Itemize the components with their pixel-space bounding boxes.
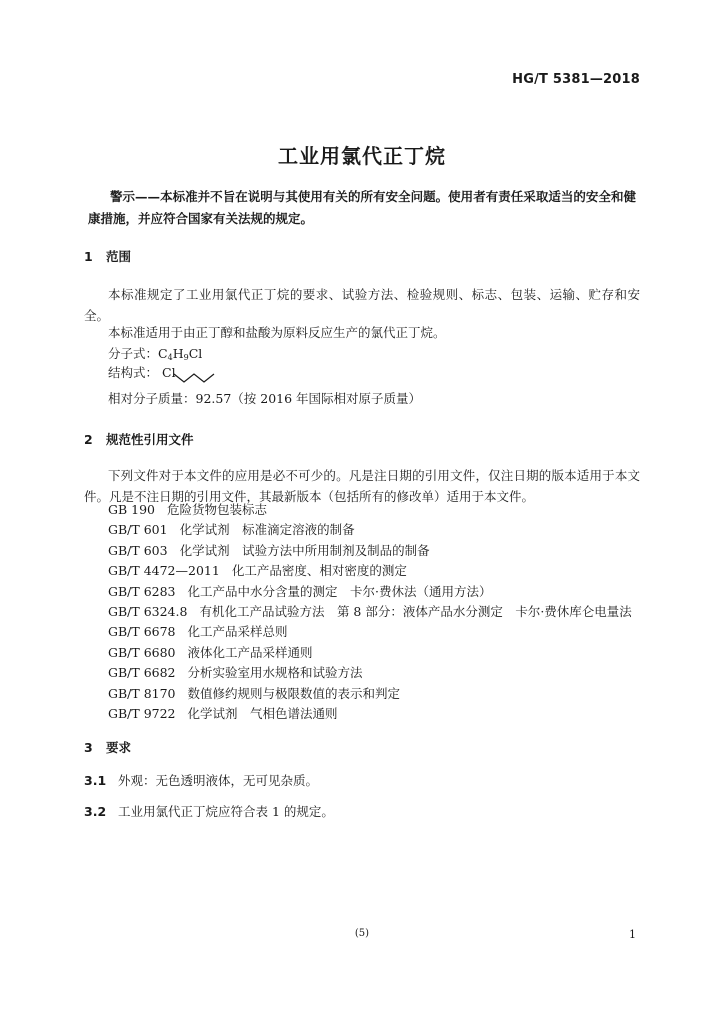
reference-item: [108, 500, 632, 520]
reference-item: [108, 541, 632, 561]
reference-title: 数值修约规则与极限数值的表示和判定: [187, 685, 401, 701]
reference-item: [108, 520, 632, 540]
reference-title: 化学试剂 标准滴定溶液的制备: [179, 522, 355, 538]
formula-c: C: [158, 346, 168, 361]
section-title: 范围: [106, 249, 132, 264]
reference-code: GB/T 8170: [108, 685, 176, 701]
reference-title: 分析实验室用水规格和试验方法: [187, 665, 363, 681]
section-number: 1: [84, 249, 93, 264]
section-2-heading: [84, 430, 194, 448]
footer-page-marker: (5): [354, 928, 370, 939]
section-number: 2: [84, 432, 93, 447]
reference-code: GB/T 4472—2011: [108, 563, 220, 579]
section-number: 3: [84, 740, 93, 755]
document-title: 工业用氯代正丁烷: [278, 144, 446, 168]
reference-title: 化工产品采样总则: [187, 624, 288, 640]
structure-label: 结构式：: [108, 365, 159, 380]
references-intro: 下列文件对于本文件的应用是必不可少的。凡是注日期的引用文件，仅注日期的版本适用于本文件。凡是不注日期的引用文件，其最新版本（包括所有的修改单）适用于本文件。: [84, 468, 640, 504]
item-text: 工业用氯代正丁烷应符合表 1 的规定。: [118, 804, 334, 819]
formula-label: 分子式：: [108, 346, 159, 361]
structure-cl: Cl: [162, 365, 176, 380]
formula-cl: Cl: [188, 346, 203, 361]
reference-code: GB 190: [108, 502, 156, 517]
item-number: 3.1: [84, 773, 107, 788]
section-title: 规范性引用文件: [106, 432, 194, 447]
reference-title: 有机化工产品试验方法 第 8 部分：液体产品水分测定 卡尔·费休库仑电量法: [199, 603, 632, 619]
reference-title: 液体化工产品采样通则: [187, 644, 313, 660]
reference-code: GB/T 6678: [108, 624, 176, 640]
formula-h-sub: 9: [183, 353, 189, 362]
reference-code: GB/T 6283: [108, 583, 176, 599]
page-number: 1: [629, 928, 636, 941]
reference-title: 化工产品中水分含量的测定 卡尔·费休法（通用方法）: [187, 583, 492, 599]
item-text: 外观：无色透明液体，无可见杂质。: [118, 773, 319, 788]
reference-title: 危险货物包装标志: [167, 502, 268, 517]
formula-h: H: [172, 346, 184, 361]
reference-code: GB/T 9722: [108, 705, 176, 721]
reference-title: 化学试剂 试验方法中所用制剂及制品的制备: [179, 542, 430, 558]
reference-code: GB/T 6324.8: [108, 603, 188, 619]
molecular-formula-line: [108, 344, 202, 362]
section-3-heading: [84, 738, 131, 756]
reference-item: [108, 643, 632, 663]
reference-item: [108, 602, 632, 622]
reference-code: GB/T 6682: [108, 665, 176, 681]
applicability-line: 本标准适用于由正丁醇和盐酸为原料反应生产的氯代正丁烷。: [108, 325, 446, 340]
reference-item: [108, 684, 632, 704]
reference-item: [108, 622, 632, 642]
reference-item: [108, 582, 632, 602]
reference-code: GB/T 6680: [108, 644, 176, 660]
reference-item: [108, 704, 632, 724]
item-number: 3.2: [84, 804, 107, 819]
section-1-heading: [84, 247, 131, 265]
warning-paragraph: 警示——本标准并不旨在说明与其使用有关的所有安全问题。使用者有责任采取适当的安全和健康措施，并应符合国家有关法规的规定。: [88, 189, 636, 226]
reference-item: [108, 561, 632, 581]
requirement-item-3-1: [84, 771, 318, 789]
reference-code: GB/T 603: [108, 542, 168, 558]
requirement-item-3-2: [84, 802, 334, 820]
formula-c-sub: 4: [167, 353, 173, 362]
reference-code: GB/T 601: [108, 522, 168, 538]
reference-list: [108, 500, 632, 724]
scope-paragraph: 本标准规定了工业用氯代正丁烷的要求、试验方法、检验规则、标志、包装、运输、贮存和安全。: [84, 287, 640, 323]
reference-title: 化学试剂 气相色谱法通则: [187, 705, 338, 721]
section-title: 要求: [106, 740, 132, 755]
skeletal-structure-icon: [158, 362, 218, 384]
reference-title: 化工产品密度、相对密度的测定: [231, 563, 407, 579]
reference-item: [108, 663, 632, 683]
standard-code: HG/T 5381—2018: [512, 72, 640, 87]
molecular-mass-line: 相对分子质量：92.57（按 2016 年国际相对原子质量）: [108, 391, 422, 406]
